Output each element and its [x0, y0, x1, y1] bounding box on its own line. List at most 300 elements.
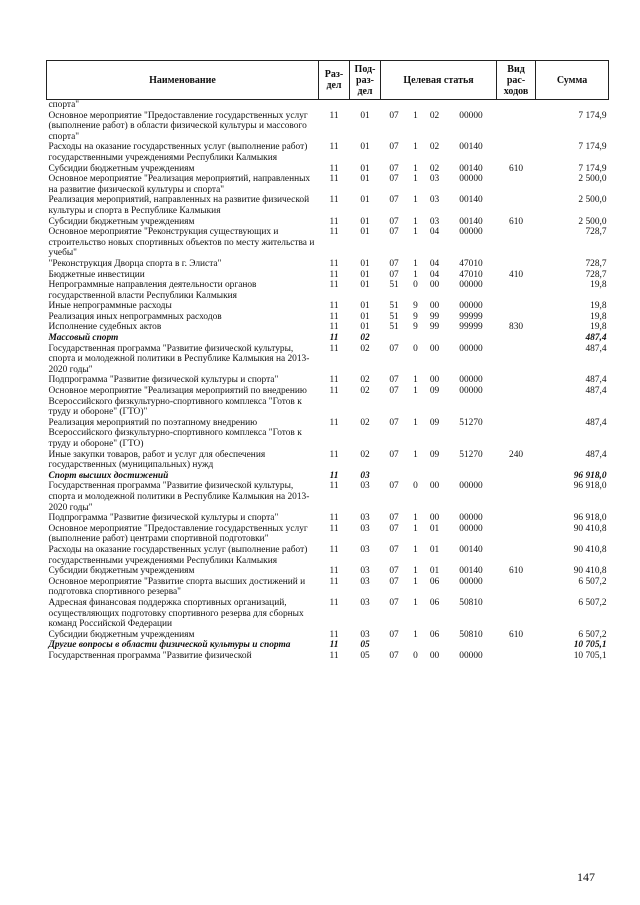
table-row — [47, 344, 609, 376]
table-row — [47, 280, 609, 301]
row-target-event: 03 — [429, 195, 440, 206]
row-target-subprogram: 1 — [413, 174, 418, 185]
row-name: Основное мероприятие "Предоставление государственных услуг (выполнение работ) центрами спортивной подготовки" — [48, 523, 308, 545]
row-target-subprogram: 1 — [413, 258, 418, 269]
row-name: Субсидии бюджетным учреждениям — [48, 216, 195, 227]
row-name: Адресная финансовая поддержка спортивных организаций, осуществляющих подготовку спортивного резерва для сборных команд Российской Федерации — [48, 597, 304, 630]
row-target-direction: 00000 — [459, 110, 483, 121]
row-expense-type — [497, 174, 536, 195]
row-podrazdel: 02 — [360, 333, 370, 344]
row-podrazdel: 02 — [360, 343, 370, 354]
row-target-subprogram — [408, 100, 424, 111]
row-expense-type — [497, 259, 536, 270]
table-row — [47, 322, 609, 333]
table-row — [47, 577, 609, 598]
row-razdel: 11 — [329, 449, 339, 460]
row-razdel: 11 — [329, 280, 339, 291]
table-row — [47, 524, 609, 545]
row-expense-type — [497, 640, 536, 651]
row-podrazdel: 01 — [360, 110, 370, 121]
row-podrazdel: 03 — [360, 470, 370, 481]
row-expense-type — [497, 227, 536, 259]
row-podrazdel: 03 — [360, 597, 370, 608]
row-target-program — [381, 640, 408, 651]
row-podrazdel: 05 — [360, 650, 370, 661]
row-expense-type: 830 — [509, 322, 524, 333]
row-sum: 96 918,0 — [573, 470, 607, 481]
col-header-sum: Сумма — [536, 61, 609, 100]
col-header-name: Наименование — [47, 61, 319, 100]
row-target-direction — [446, 640, 497, 651]
row-target-subprogram: 9 — [413, 311, 418, 322]
row-podrazdel: 01 — [360, 258, 370, 269]
row-name: Подпрограмма "Развитие физической культуры и спорта" — [48, 513, 279, 524]
row-target-event — [424, 640, 446, 651]
table-row — [47, 630, 609, 641]
row-target-direction: 47010 — [459, 258, 483, 269]
row-name: Субсидии бюджетным учреждениям — [48, 163, 195, 174]
row-target-event: 09 — [429, 386, 440, 397]
row-name: Субсидии бюджетным учреждениям — [48, 629, 195, 640]
row-target-direction: 00140 — [459, 544, 483, 555]
row-target-subprogram: 1 — [413, 597, 418, 608]
row-target-event: 99 — [429, 311, 440, 322]
row-name: Непрограммные направления деятельности органов государственной власти Республики Калмыкия — [48, 280, 257, 301]
row-target-program: 07 — [389, 142, 399, 153]
row-expense-type — [497, 333, 536, 344]
row-name: Основное мероприятие "Развитие спорта высших достижений и подготовка спортивного резерва" — [48, 576, 306, 598]
row-podrazdel: 01 — [360, 269, 370, 280]
row-podrazdel: 03 — [360, 481, 370, 492]
row-name: Иные закупки товаров, работ и услуг для обеспечения государственных (муниципальных) нужд — [48, 449, 266, 471]
table-body — [47, 100, 609, 662]
row-target-program: 07 — [389, 227, 399, 238]
row-podrazdel: 01 — [360, 227, 370, 238]
row-target-subprogram: 1 — [413, 449, 418, 460]
row-name: Субсидии бюджетным учреждениям — [48, 566, 195, 577]
row-razdel: 11 — [329, 343, 339, 354]
row-sum: 7 174,9 — [578, 142, 607, 153]
row-target-subprogram: 0 — [413, 481, 418, 492]
table-row — [47, 174, 609, 195]
row-razdel: 11 — [329, 301, 339, 312]
row-podrazdel — [350, 100, 381, 111]
row-target-event — [424, 471, 446, 482]
row-name: Реализация мероприятий, направленных на развитие физической культуры и спорта в Республике Калмыкия — [48, 195, 310, 216]
row-razdel: 11 — [329, 333, 339, 344]
table-row — [47, 227, 609, 259]
row-podrazdel: 01 — [360, 163, 370, 174]
row-target-program: 07 — [389, 110, 399, 121]
row-target-direction: 00000 — [459, 523, 483, 534]
row-target-subprogram: 1 — [413, 513, 418, 524]
row-expense-type: 410 — [509, 269, 524, 280]
table-row — [47, 471, 609, 482]
row-razdel: 11 — [329, 195, 339, 206]
row-sum: 487,4 — [585, 333, 607, 344]
row-expense-type: 610 — [509, 163, 524, 174]
col-header-podrazdel: Под- раз- дел — [350, 61, 381, 100]
row-target-event: 04 — [429, 258, 440, 269]
row-expense-type — [497, 142, 536, 163]
row-name: Основное мероприятие "Реконструкция существующих и строительство новых спортивных объектов по месту жительства и учебы" — [48, 227, 315, 259]
row-sum: 487,4 — [585, 449, 607, 460]
row-sum: 10 705,1 — [573, 650, 607, 661]
row-target-subprogram: 9 — [413, 301, 418, 312]
row-target-subprogram: 1 — [413, 417, 418, 428]
row-target-event: 99 — [429, 322, 440, 333]
row-sum: 487,4 — [585, 375, 607, 386]
budget-table — [46, 60, 609, 661]
row-expense-type — [497, 513, 536, 524]
table-row — [47, 301, 609, 312]
row-target-event: 00 — [429, 481, 440, 492]
row-target-program: 07 — [389, 258, 399, 269]
table-header-row — [47, 61, 609, 100]
row-name: "Реконструкция Дворца спорта в г. Элиста" — [48, 258, 222, 269]
row-sum: 19,8 — [590, 280, 607, 291]
row-target-program: 07 — [389, 576, 399, 587]
row-name: Другие вопросы в области физической культуры и спорта — [48, 640, 291, 651]
row-expense-type — [497, 301, 536, 312]
table-row — [47, 598, 609, 630]
row-sum: 2 500,0 — [578, 216, 607, 227]
row-target-program: 07 — [389, 544, 399, 555]
row-target-direction — [446, 471, 497, 482]
row-podrazdel: 01 — [360, 311, 370, 322]
row-target-program: 07 — [389, 269, 399, 280]
row-razdel: 11 — [329, 544, 339, 555]
budget-table-sheet — [46, 60, 608, 661]
row-target-subprogram: 1 — [413, 386, 418, 397]
row-sum: 728,7 — [585, 227, 607, 238]
row-name: Исполнение судебных актов — [48, 322, 162, 333]
row-razdel: 11 — [329, 417, 339, 428]
row-name: Расходы на оказание государственных услуг (выполнение работ) государственными учреждениями Республики Калмыкия — [48, 142, 308, 163]
row-target-subprogram: 1 — [413, 110, 418, 121]
row-target-event: 02 — [429, 163, 440, 174]
row-expense-type — [497, 524, 536, 545]
row-razdel — [319, 100, 350, 111]
table-row — [47, 195, 609, 216]
row-podrazdel: 02 — [360, 375, 370, 386]
table-row — [47, 312, 609, 323]
row-sum: 19,8 — [590, 311, 607, 322]
table-row — [47, 164, 609, 175]
row-sum: 19,8 — [590, 301, 607, 312]
row-target-direction — [446, 333, 497, 344]
row-target-program: 07 — [389, 629, 399, 640]
table-row — [47, 651, 609, 662]
table-row — [47, 513, 609, 524]
row-target-subprogram — [408, 471, 424, 482]
row-target-program: 51 — [389, 280, 399, 291]
row-razdel: 11 — [329, 470, 339, 481]
row-target-subprogram: 9 — [413, 322, 418, 333]
row-expense-type — [497, 471, 536, 482]
row-target-event: 09 — [429, 449, 440, 460]
row-sum: 728,7 — [585, 258, 607, 269]
row-target-program: 07 — [389, 174, 399, 185]
row-target-subprogram: 0 — [413, 343, 418, 354]
row-podrazdel: 01 — [360, 322, 370, 333]
row-target-direction: 00000 — [459, 650, 483, 661]
table-row — [47, 566, 609, 577]
row-target-subprogram: 1 — [413, 216, 418, 227]
table-row — [47, 450, 609, 471]
row-target-event: 02 — [429, 142, 440, 153]
row-target-direction: 00000 — [459, 576, 483, 587]
row-expense-type — [497, 312, 536, 323]
row-target-event — [424, 333, 446, 344]
row-target-event: 03 — [429, 216, 440, 227]
table-row — [47, 333, 609, 344]
row-razdel: 11 — [329, 576, 339, 587]
row-podrazdel: 01 — [360, 216, 370, 227]
row-podrazdel: 03 — [360, 544, 370, 555]
row-target-subprogram: 1 — [413, 576, 418, 587]
row-target-event: 03 — [429, 174, 440, 185]
row-name: Государственная программа "Развитие физической — [48, 650, 252, 661]
row-target-program: 07 — [389, 163, 399, 174]
row-sum: 2 500,0 — [578, 195, 607, 206]
row-sum: 19,8 — [590, 322, 607, 333]
row-podrazdel: 03 — [360, 513, 370, 524]
row-target-direction: 00000 — [459, 280, 483, 291]
row-target-direction: 00140 — [459, 163, 483, 174]
row-podrazdel: 01 — [360, 174, 370, 185]
row-target-direction: 00000 — [459, 174, 483, 185]
row-target-direction: 99999 — [459, 322, 483, 333]
row-target-direction: 00140 — [459, 566, 483, 577]
row-sum — [536, 100, 609, 111]
table-row — [47, 386, 609, 418]
row-name: Основное мероприятие "Реализация мероприятий, направленных на развитие физической культуры и спорта" — [48, 174, 311, 195]
row-podrazdel: 01 — [360, 301, 370, 312]
row-target-program — [381, 471, 408, 482]
table-row — [47, 259, 609, 270]
row-razdel: 11 — [329, 311, 339, 322]
row-target-subprogram — [408, 333, 424, 344]
row-target-event: 04 — [429, 227, 440, 238]
row-razdel: 11 — [329, 481, 339, 492]
row-target-program: 07 — [389, 216, 399, 227]
row-target-event: 00 — [429, 513, 440, 524]
row-target-subprogram: 1 — [413, 142, 418, 153]
table-row — [47, 375, 609, 386]
row-name: Подпрограмма "Развитие физической культуры и спорта" — [48, 375, 279, 386]
row-name: Реализация мероприятий по поэтапному внедрению Всероссийского физкультурно-спортивного комплекса "Готов к труду и обороне" (ГТО) — [48, 417, 302, 449]
row-target-subprogram: 1 — [413, 375, 418, 386]
row-target-direction: 50810 — [459, 597, 483, 608]
row-expense-type — [497, 481, 536, 513]
row-target-direction: 00000 — [459, 227, 483, 238]
row-sum: 90 410,8 — [573, 523, 607, 534]
row-expense-type — [497, 545, 536, 566]
row-sum: 7 174,9 — [578, 110, 607, 121]
row-expense-type — [497, 375, 536, 386]
row-target-direction: 47010 — [459, 269, 483, 280]
table-row — [47, 640, 609, 651]
table-row — [47, 111, 609, 143]
row-target-event: 06 — [429, 576, 440, 587]
row-podrazdel: 02 — [360, 449, 370, 460]
row-target-event: 00 — [429, 343, 440, 354]
row-target-direction: 00000 — [459, 386, 483, 397]
row-target-event: 00 — [429, 375, 440, 386]
row-name: Основное мероприятие "Предоставление государственных услуг (выполнение работ) в области физической культуры и массового спорта" — [48, 110, 308, 142]
row-podrazdel: 01 — [360, 142, 370, 153]
row-target-subprogram: 1 — [413, 227, 418, 238]
row-target-program: 07 — [389, 650, 399, 661]
row-expense-type: 610 — [509, 566, 524, 577]
row-target-direction: 00000 — [459, 343, 483, 354]
row-podrazdel: 03 — [360, 576, 370, 587]
row-target-direction: 51270 — [459, 449, 483, 460]
row-target-direction: 00000 — [459, 481, 483, 492]
row-razdel: 11 — [329, 513, 339, 524]
row-razdel: 11 — [329, 597, 339, 608]
row-name: Государственная программа "Развитие физической культуры, спорта и молодежной политики в Республике Калмыкия на 2013-2020 годы" — [48, 481, 310, 513]
row-razdel: 11 — [329, 566, 339, 577]
row-target-event: 01 — [429, 544, 440, 555]
row-target-direction — [446, 100, 497, 111]
page-number: 147 — [577, 870, 595, 884]
row-target-direction: 00140 — [459, 216, 483, 227]
row-target-program: 51 — [389, 311, 399, 322]
row-podrazdel: 03 — [360, 629, 370, 640]
row-expense-type — [497, 195, 536, 216]
row-target-event: 00 — [429, 280, 440, 291]
row-sum: 487,4 — [585, 386, 607, 397]
row-podrazdel: 05 — [360, 640, 370, 651]
row-expense-type — [497, 418, 536, 450]
row-target-program: 51 — [389, 322, 399, 333]
row-name: Спорт высших достижений — [48, 470, 169, 481]
row-sum: 96 918,0 — [573, 513, 607, 524]
row-expense-type — [497, 577, 536, 598]
row-razdel: 11 — [329, 650, 339, 661]
row-target-direction: 00140 — [459, 142, 483, 153]
table-row — [47, 545, 609, 566]
row-name: Государственная программа "Развитие физической культуры, спорта и молодежной политики в Республике Калмыкия на 2013-2020 годы" — [48, 343, 310, 375]
row-podrazdel: 02 — [360, 386, 370, 397]
row-expense-type: 240 — [509, 449, 524, 460]
row-sum: 90 410,8 — [573, 544, 607, 555]
table-row — [47, 142, 609, 163]
row-target-program: 07 — [389, 513, 399, 524]
row-target-event: 04 — [429, 269, 440, 280]
row-target-event: 06 — [429, 597, 440, 608]
row-target-direction: 99999 — [459, 311, 483, 322]
row-target-direction: 51270 — [459, 417, 483, 428]
row-target-program: 07 — [389, 343, 399, 354]
row-target-subprogram: 1 — [413, 523, 418, 534]
row-target-program — [381, 333, 408, 344]
col-header-razdel: Раз- дел — [319, 61, 350, 100]
table-row — [47, 481, 609, 513]
row-razdel: 11 — [329, 174, 339, 185]
row-razdel: 11 — [329, 375, 339, 386]
row-sum: 6 507,2 — [578, 629, 607, 640]
row-target-direction: 00000 — [459, 513, 483, 524]
row-target-direction: 00000 — [459, 375, 483, 386]
row-sum: 6 507,2 — [578, 576, 607, 587]
row-expense-type — [497, 344, 536, 376]
row-sum: 728,7 — [585, 269, 607, 280]
row-name: спорта" — [48, 100, 80, 110]
row-sum: 7 174,9 — [578, 163, 607, 174]
row-target-subprogram: 1 — [413, 163, 418, 174]
row-sum: 10 705,1 — [573, 640, 607, 651]
row-expense-type — [497, 386, 536, 418]
row-podrazdel: 02 — [360, 417, 370, 428]
row-sum: 2 500,0 — [578, 174, 607, 185]
row-sum: 487,4 — [585, 417, 607, 428]
row-razdel: 11 — [329, 227, 339, 238]
table-row — [47, 270, 609, 281]
row-target-direction: 50810 — [459, 629, 483, 640]
row-expense-type — [497, 598, 536, 630]
row-target-program: 07 — [389, 449, 399, 460]
row-target-event: 00 — [429, 650, 440, 661]
row-target-program: 07 — [389, 566, 399, 577]
row-target-program: 07 — [389, 597, 399, 608]
row-expense-type — [497, 111, 536, 143]
row-expense-type — [497, 100, 536, 111]
row-sum: 96 918,0 — [573, 481, 607, 492]
col-header-vid: Вид рас- ходов — [497, 61, 536, 100]
row-expense-type: 610 — [509, 629, 524, 640]
row-target-subprogram: 1 — [413, 544, 418, 555]
row-sum: 487,4 — [585, 343, 607, 354]
row-sum: 90 410,8 — [573, 566, 607, 577]
row-target-program: 07 — [389, 195, 399, 206]
row-expense-type — [497, 651, 536, 662]
table-row — [47, 418, 609, 450]
col-header-target: Целевая статья — [381, 61, 497, 100]
row-sum: 6 507,2 — [578, 597, 607, 608]
row-target-program: 51 — [389, 301, 399, 312]
row-razdel: 11 — [329, 216, 339, 227]
row-name: Иные непрограммные расходы — [48, 301, 172, 312]
row-target-subprogram: 1 — [413, 269, 418, 280]
row-target-program: 07 — [389, 523, 399, 534]
row-target-event: 06 — [429, 629, 440, 640]
row-name: Массовый спорт — [48, 333, 119, 344]
row-target-event: 01 — [429, 566, 440, 577]
row-name: Расходы на оказание государственных услуг (выполнение работ) государственными учреждениями Республики Калмыкия — [48, 544, 308, 566]
row-name: Реализация иных непрограммных расходов — [48, 311, 222, 322]
row-target-event: 01 — [429, 523, 440, 534]
row-razdel: 11 — [329, 523, 339, 534]
row-target-program: 07 — [389, 375, 399, 386]
row-podrazdel: 03 — [360, 523, 370, 534]
row-target-program: 07 — [389, 417, 399, 428]
row-target-direction: 00000 — [459, 301, 483, 312]
row-target-subprogram: 1 — [413, 566, 418, 577]
row-target-program: 07 — [389, 481, 399, 492]
row-razdel: 11 — [329, 258, 339, 269]
row-razdel: 11 — [329, 386, 339, 397]
row-podrazdel: 01 — [360, 195, 370, 206]
row-podrazdel: 01 — [360, 280, 370, 291]
row-name: Основное мероприятие "Реализация мероприятий по внедрению Всероссийского физкультурно-спортивного комплекса "Готов к труду и обороне" (ГТО)" — [48, 386, 307, 418]
row-target-subprogram: 1 — [413, 195, 418, 206]
row-razdel: 11 — [329, 629, 339, 640]
table-row — [47, 217, 609, 228]
row-expense-type: 610 — [509, 216, 524, 227]
